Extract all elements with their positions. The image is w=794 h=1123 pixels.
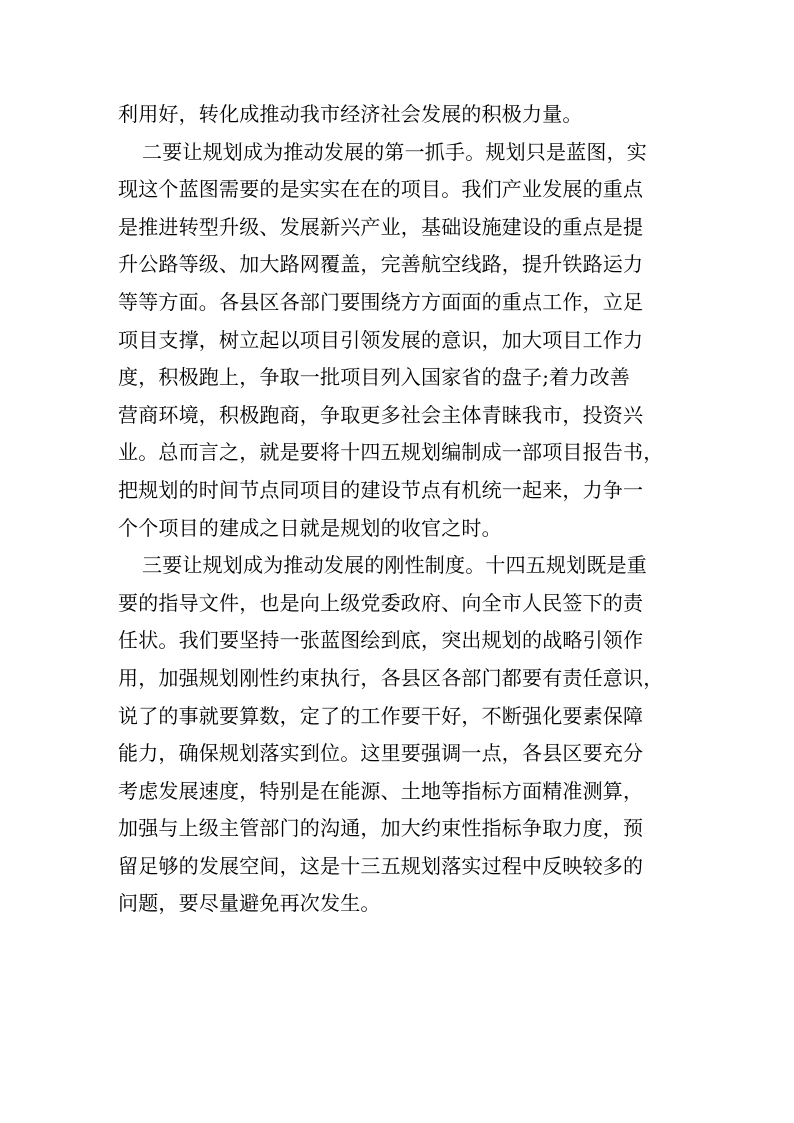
paragraph xyxy=(118,134,678,548)
text-line: 三要让规划成为推动发展的刚性制度。十四五规划既是重 xyxy=(142,553,647,578)
text-line: 考虑发展速度，特别是在能源、土地等指标方面精准测算， xyxy=(118,778,644,803)
text-line: 度，积极跑上，争取一批项目列入国家省的盘子;着力改善 xyxy=(118,365,630,390)
text-line: 问题，要尽量避免再次发生。 xyxy=(118,891,381,916)
text-line: 利用好，转化成推动我市经济社会发展的积极力量。 xyxy=(118,102,583,126)
text-line: 个个项目的建成之日就是规划的收官之时。 xyxy=(118,515,502,540)
text-line: 用，加强规划刚性约束执行，各县区各部门都要有责任意识， xyxy=(118,665,664,690)
text-line: 项目支撑，树立起以项目引领发展的意识，加大项目工作力 xyxy=(118,327,644,352)
text-line: 二要让规划成为推动发展的第一抓手。规划只是蓝图，实 xyxy=(142,139,647,164)
text-line: 升公路等级、加大路网覆盖，完善航空线路，提升铁路运力 xyxy=(118,252,644,277)
text-line: 加强与上级主管部门的沟通，加大约束性指标争取力度，预 xyxy=(118,816,644,841)
body-text xyxy=(118,96,678,923)
text-line: 说了的事就要算数，定了的工作要干好，不断强化要素保障 xyxy=(118,703,644,728)
paragraph xyxy=(118,96,678,134)
text-line: 等等方面。各县区各部门要围绕方方面面的重点工作，立足 xyxy=(118,289,644,314)
text-line: 要的指导文件，也是向上级党委政府、向全市人民签下的责 xyxy=(118,590,644,615)
text-line: 是推进转型升级、发展新兴产业，基础设施建设的重点是提 xyxy=(118,214,644,239)
text-line: 营商环境，积极跑商，争取更多社会主体青睐我市，投资兴 xyxy=(118,402,644,427)
text-line: 业。总而言之，就是要将十四五规划编制成一部项目报告书， xyxy=(118,440,664,465)
text-line: 能力，确保规划落实到位。这里要强调一点，各县区要充分 xyxy=(118,741,644,766)
text-line: 把规划的时间节点同项目的建设节点有机统一起来，力争一 xyxy=(118,477,644,502)
paragraph xyxy=(118,547,678,923)
text-line: 现这个蓝图需要的是实实在在的项目。我们产业发展的重点 xyxy=(118,177,644,202)
text-line: 留足够的发展空间，这是十三五规划落实过程中反映较多的 xyxy=(118,853,644,878)
text-line: 任状。我们要坚持一张蓝图绘到底，突出规划的战略引领作 xyxy=(118,628,644,653)
